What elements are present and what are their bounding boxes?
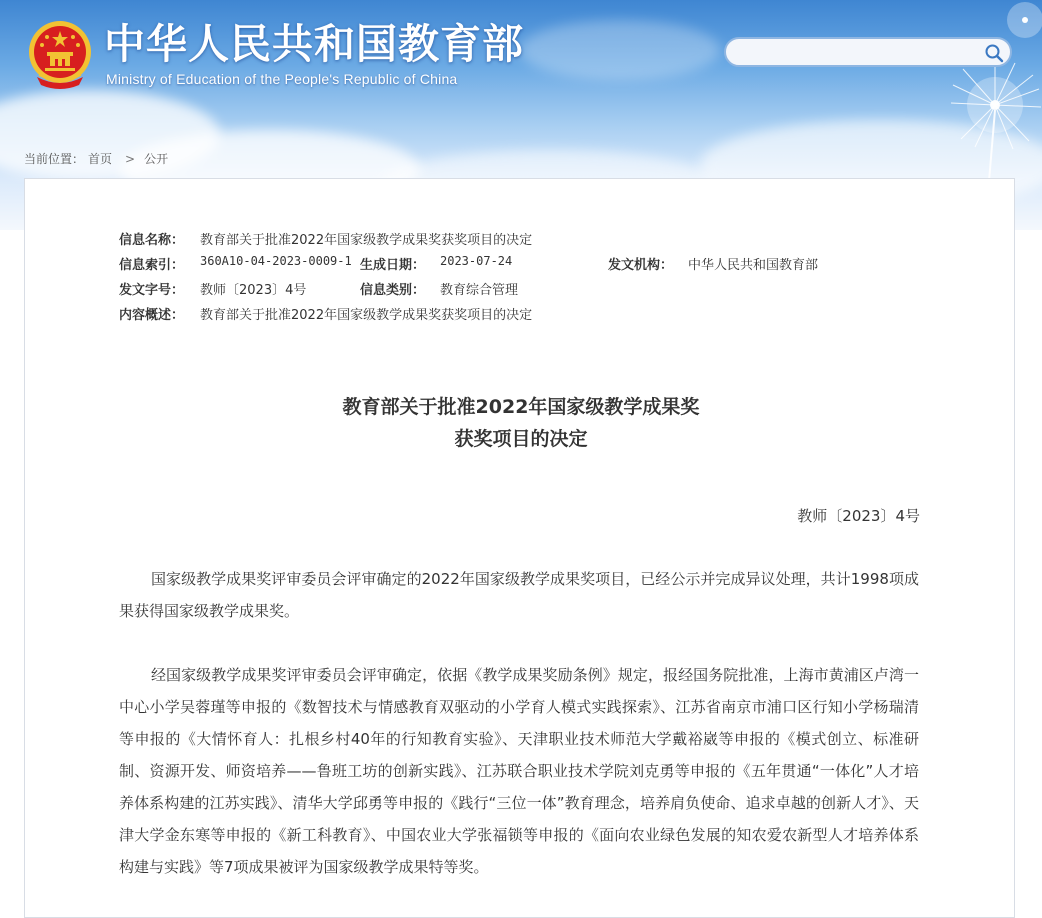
meta-org-value: 中华人民共和国教育部	[688, 258, 819, 273]
meta-date-label: 生成日期：	[360, 258, 426, 273]
meta-category-value: 教育综合管理	[440, 283, 519, 298]
breadcrumb	[24, 150, 172, 167]
meta-docno-value: 教师〔2023〕4号	[200, 283, 307, 298]
document-paragraph: 经国家级教学成果奖评审委员会评审确定，依据《教学成果奖励条例》规定，报经国务院批准，上海市黄浦区卢湾一中心小学吴蓉瑾等申报的《数智技术与情感教育双驱动的小学育人模式实践探索》、江苏省南京市浦口区行知小学杨瑞清等申报的《大情怀育人：扎根乡村40年的行知教育实验》、天津职业技术师范大学戴裕崴等申报的《模式创立、标准研制、资源开发、师资培养——鲁班工坊的创新实践》、江苏联合职业技术学院刘克勇等申报的《五年贯通“一体化”人才培养体系构建的江苏实践》、清华大学邱勇等申报的《践行“三位一体”教育理念，培养肩负使命、追求卓越的创新人才》、天津大学金东寒等申报的《新工科教育》、中国农业大学张福锁等申报的《面向农业绿色发展的知农爱农新型人才培养体系构建与实践》等7项成果被评为国家级教学成果特等奖。	[119, 666, 919, 876]
document-number: 教师〔2023〕4号	[797, 507, 920, 525]
site-title: 中华人民共和国教育部	[104, 20, 524, 68]
search-box	[724, 37, 1012, 67]
meta-name-value: 教育部关于批准2022年国家级教学成果奖获奖项目的决定	[200, 233, 533, 248]
breadcrumb-public[interactable]: 公开	[144, 152, 169, 166]
document-title-line1: 教育部关于批准2022年国家级教学成果奖	[342, 396, 700, 418]
meta-date-value: 2023-07-24	[440, 254, 513, 268]
breadcrumb-separator: >	[125, 152, 136, 166]
meta-category-label: 信息类别：	[360, 283, 426, 298]
document-title-line2: 获奖项目的决定	[454, 428, 588, 450]
meta-summary-label: 内容概述：	[119, 308, 185, 323]
search-input[interactable]	[738, 44, 982, 64]
site-subtitle: Ministry of Education of the People's Republic of China	[106, 71, 458, 87]
meta-index-label: 信息索引：	[119, 258, 185, 273]
search-icon[interactable]	[984, 43, 1004, 63]
meta-docno-label: 发文字号：	[119, 283, 185, 298]
national-emblem-icon	[27, 19, 93, 89]
breadcrumb-prefix: 当前位置：	[24, 152, 85, 166]
meta-summary-value: 教育部关于批准2022年国家级教学成果奖获奖项目的决定	[200, 308, 533, 323]
cloud-decoration	[520, 20, 720, 80]
meta-name-label: 信息名称：	[119, 233, 185, 248]
meta-org-label: 发文机构：	[608, 258, 674, 273]
breadcrumb-home[interactable]: 首页	[88, 152, 113, 166]
meta-index-value: 360A10-04-2023-0009-1	[200, 254, 352, 268]
document-paragraph: 国家级教学成果奖评审委员会评审确定的2022年国家级教学成果奖项目，已经公示并完成异议处理，共计1998项成果获得国家级教学成果奖。	[119, 570, 919, 620]
